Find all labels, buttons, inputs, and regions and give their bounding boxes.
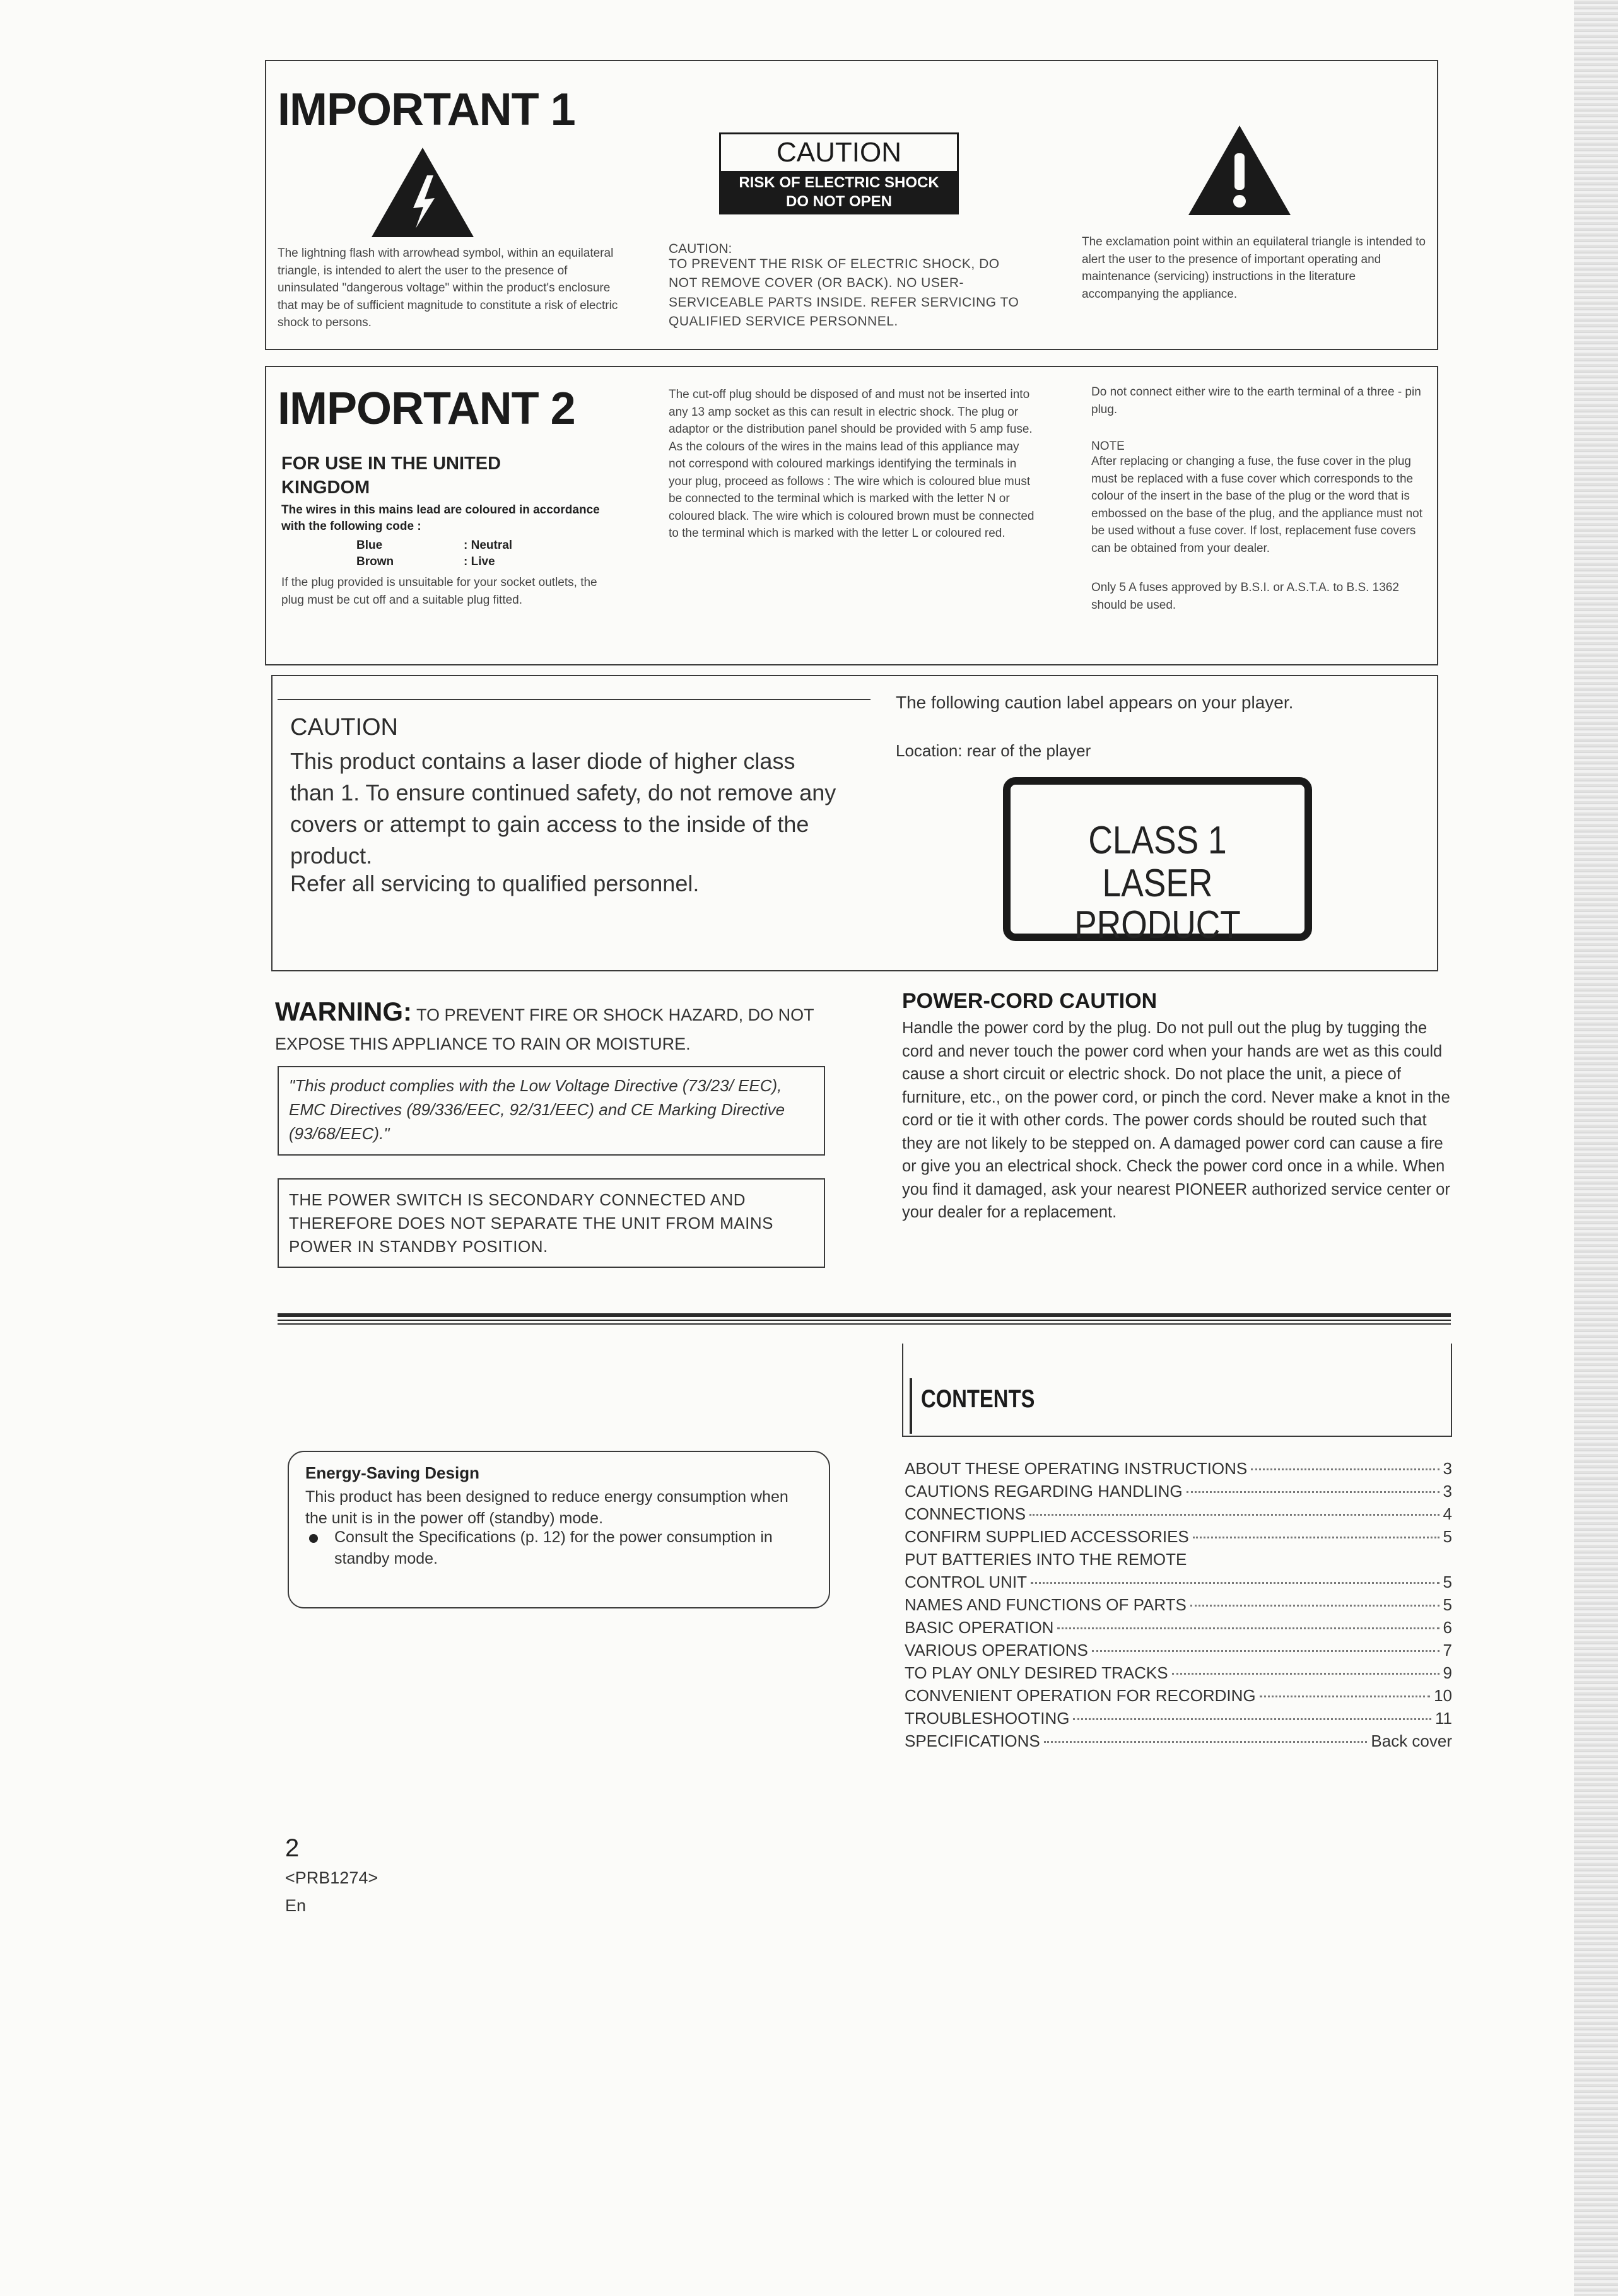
laser-class-line1: CLASS 1 bbox=[1088, 819, 1227, 862]
energy-title: Energy-Saving Design bbox=[305, 1463, 479, 1482]
exclamation-warning-icon bbox=[1186, 123, 1293, 218]
toc-item[interactable]: CONTROL UNIT 5 bbox=[905, 1573, 1452, 1591]
laser-class-label bbox=[1003, 777, 1312, 947]
warning-label: WARNING: bbox=[275, 997, 412, 1026]
energy-bullet-dot bbox=[309, 1534, 318, 1543]
code-brown-label: Brown bbox=[356, 555, 394, 568]
important2-left-text: If the plug provided is unsuitable for your socket outlets, the plug must be cut off and a suitable plug fitted. bbox=[281, 576, 597, 607]
laser-caution-body: This product contains a laser diode of higher class than 1. To ensure continued safety, do not remove any covers or attempt to gain access to the inside of the product. bbox=[290, 748, 836, 869]
toc-item[interactable]: VARIOUS OPERATIONS 7 bbox=[905, 1641, 1452, 1660]
label-location: Location: rear of the player bbox=[896, 741, 1091, 760]
power-switch-text: THE POWER SWITCH IS SECONDARY CONNECTED AND THEREFORE DOES NOT SEPARATE THE UNIT FROM MAINS POWER IN STANDBY POSITION. bbox=[289, 1190, 773, 1256]
directive-text: "This product complies with the Low Voltage Directive (73/23/ EEC), EMC Directives (89/336/EEC, 92/31/EEC) and CE Marking Directive (93/68/EEC)." bbox=[289, 1076, 785, 1143]
code-blue-label: Blue bbox=[356, 539, 383, 552]
section-divider bbox=[278, 1313, 1451, 1325]
warning-line1 bbox=[275, 997, 814, 1027]
important2-middle-text: The cut-off plug should be disposed of and must not be inserted into any 13 amp socket as this can result in electric shock. The plug or adaptor or the distribution panel should be provided with 5 amp fuse. As the colours of the wires in the mains lead of this appliance may not correspond with coloured markings identifying the terminals in your plug, proceed as follows : The wire which is coloured blue must be connected to the terminal which is marked with the letter N or coloured black. The wire which is coloured brown must be connected to the terminal which is marked with the letter L or coloured red. bbox=[669, 388, 1035, 541]
caution-band-line1: RISK OF ELECTRIC SHOCK bbox=[739, 174, 939, 191]
caution-text: TO PREVENT THE RISK OF ELECTRIC SHOCK, DO NOT REMOVE COVER (OR BACK). NO USER-SERVICEABLE PARTS INSIDE. REFER SERVICING TO QUALIFIED SERVICE PERSONNEL. bbox=[669, 257, 1019, 329]
model-code: <PRB1274> bbox=[285, 1868, 378, 1887]
contents-list bbox=[905, 1457, 1452, 1752]
lightning-text: The lightning flash with arrowhead symbol, within an equilateral triangle, is intended to alert the user to the presence of uninsulated "dangerous voltage" within the product's enclosure that may be of sufficient magnitude to constitute a risk of electric shock to persons. bbox=[278, 247, 618, 330]
laser-caution-title: CAUTION bbox=[290, 714, 398, 741]
energy-bullet: Consult the Specifications (p. 12) for the power consumption in standby mode. bbox=[334, 1528, 773, 1567]
toc-item[interactable]: CONVENIENT OPERATION FOR RECORDING 10 bbox=[905, 1686, 1452, 1705]
important2-title: IMPORTANT 2 bbox=[278, 384, 575, 434]
warning-text1: TO PREVENT FIRE OR SHOCK HAZARD, DO NOT bbox=[411, 1005, 814, 1024]
caution-text-title: CAUTION: bbox=[669, 242, 732, 256]
directive-box bbox=[278, 1066, 825, 1156]
language-code: En bbox=[285, 1896, 307, 1915]
energy-text: This product has been designed to reduce energy consumption when the unit is in the power off (standby) mode. bbox=[305, 1488, 788, 1527]
laser-class-line2: LASER PRODUCT bbox=[1074, 862, 1241, 947]
toc-item[interactable]: CONNECTIONS 4 bbox=[905, 1504, 1452, 1523]
toc-item[interactable]: TROUBLESHOOTING 11 bbox=[905, 1709, 1452, 1728]
toc-item[interactable]: BASIC OPERATION 6 bbox=[905, 1618, 1452, 1637]
scan-edge bbox=[1574, 0, 1618, 2296]
code-blue-value: : Neutral bbox=[464, 539, 513, 552]
important2-right-text2: After replacing or changing a fuse, the fuse cover in the plug must be replaced with a fuse cover which corresponds to the colour of the insert in the base of the plug or the word that is embossed on the base of the plug, and the appliance must not be used without a fuse cover. If lost, replacement fuse covers can be obtained from your dealer. bbox=[1091, 455, 1422, 555]
warning-text2: EXPOSE THIS APPLIANCE TO RAIN OR MOISTURE. bbox=[275, 1034, 691, 1053]
wires-heading: The wires in this mains lead are coloured in accordance with the following code : bbox=[281, 503, 600, 533]
toc-item[interactable]: ABOUT THESE OPERATING INSTRUCTIONS 3 bbox=[905, 1459, 1452, 1478]
toc-item[interactable]: PUT BATTERIES INTO THE REMOTE bbox=[905, 1550, 1187, 1569]
power-switch-box bbox=[278, 1178, 825, 1268]
important1-title: IMPORTANT 1 bbox=[278, 85, 575, 135]
note-label: NOTE bbox=[1091, 440, 1125, 453]
important2-right-text3: Only 5 A fuses approved by B.S.I. or A.S.T.A. to B.S. 1362 should be used. bbox=[1091, 581, 1399, 612]
page-number: 2 bbox=[285, 1834, 300, 1862]
contents-header-line bbox=[910, 1378, 912, 1434]
toc-item[interactable]: CAUTIONS REGARDING HANDLING 3 bbox=[905, 1482, 1452, 1501]
toc-item[interactable]: CONFIRM SUPPLIED ACCESSORIES 5 bbox=[905, 1527, 1452, 1546]
power-cord-title: POWER-CORD CAUTION bbox=[902, 989, 1158, 1013]
exclamation-text: The exclamation point within an equilateral triangle is intended to alert the user to the presence of important operating and maintenance (servicing) instructions in the literature accompanying the appliance. bbox=[1082, 235, 1426, 301]
caution-label-title: CAUTION bbox=[777, 137, 901, 168]
important2-subtitle: FOR USE IN THE UNITED KINGDOM bbox=[281, 454, 501, 498]
code-brown-value: : Live bbox=[464, 555, 495, 568]
important2-right-text1: Do not connect either wire to the earth terminal of a three - pin plug. bbox=[1091, 385, 1421, 416]
toc-item[interactable]: TO PLAY ONLY DESIRED TRACKS 9 bbox=[905, 1663, 1452, 1682]
toc-item[interactable]: SPECIFICATIONS Back cover bbox=[905, 1731, 1452, 1750]
laser-caution-refer: Refer all servicing to qualified personnel. bbox=[290, 870, 700, 896]
toc-item[interactable]: NAMES AND FUNCTIONS OF PARTS 5 bbox=[905, 1595, 1452, 1614]
contents-title: CONTENTS bbox=[921, 1385, 1035, 1413]
caution-band-line2: DO NOT OPEN bbox=[785, 193, 892, 210]
label-note: The following caution label appears on your player. bbox=[896, 693, 1294, 712]
caution-label bbox=[719, 132, 959, 214]
caution-label-band bbox=[721, 171, 957, 213]
lightning-warning-icon bbox=[369, 145, 476, 240]
power-cord-text: Handle the power cord by the plug. Do not pull out the plug by tugging the cord and never touch the power cord when your hands are wet as this could cause a short circuit or electric shock. Do not place the unit, a piece of furniture, etc., on the power cord, or pinch the cord. Never make a knot in the cord or tie it with other cords. The power cords should be routed such that they are not likely to be stepped on. A damaged power cord can cause a fire or give you an electrical shock. Check the power cord once in a while. When you find it damaged, ask your nearest PIONEER authorized service center or your dealer for a replacement. bbox=[902, 1019, 1450, 1221]
